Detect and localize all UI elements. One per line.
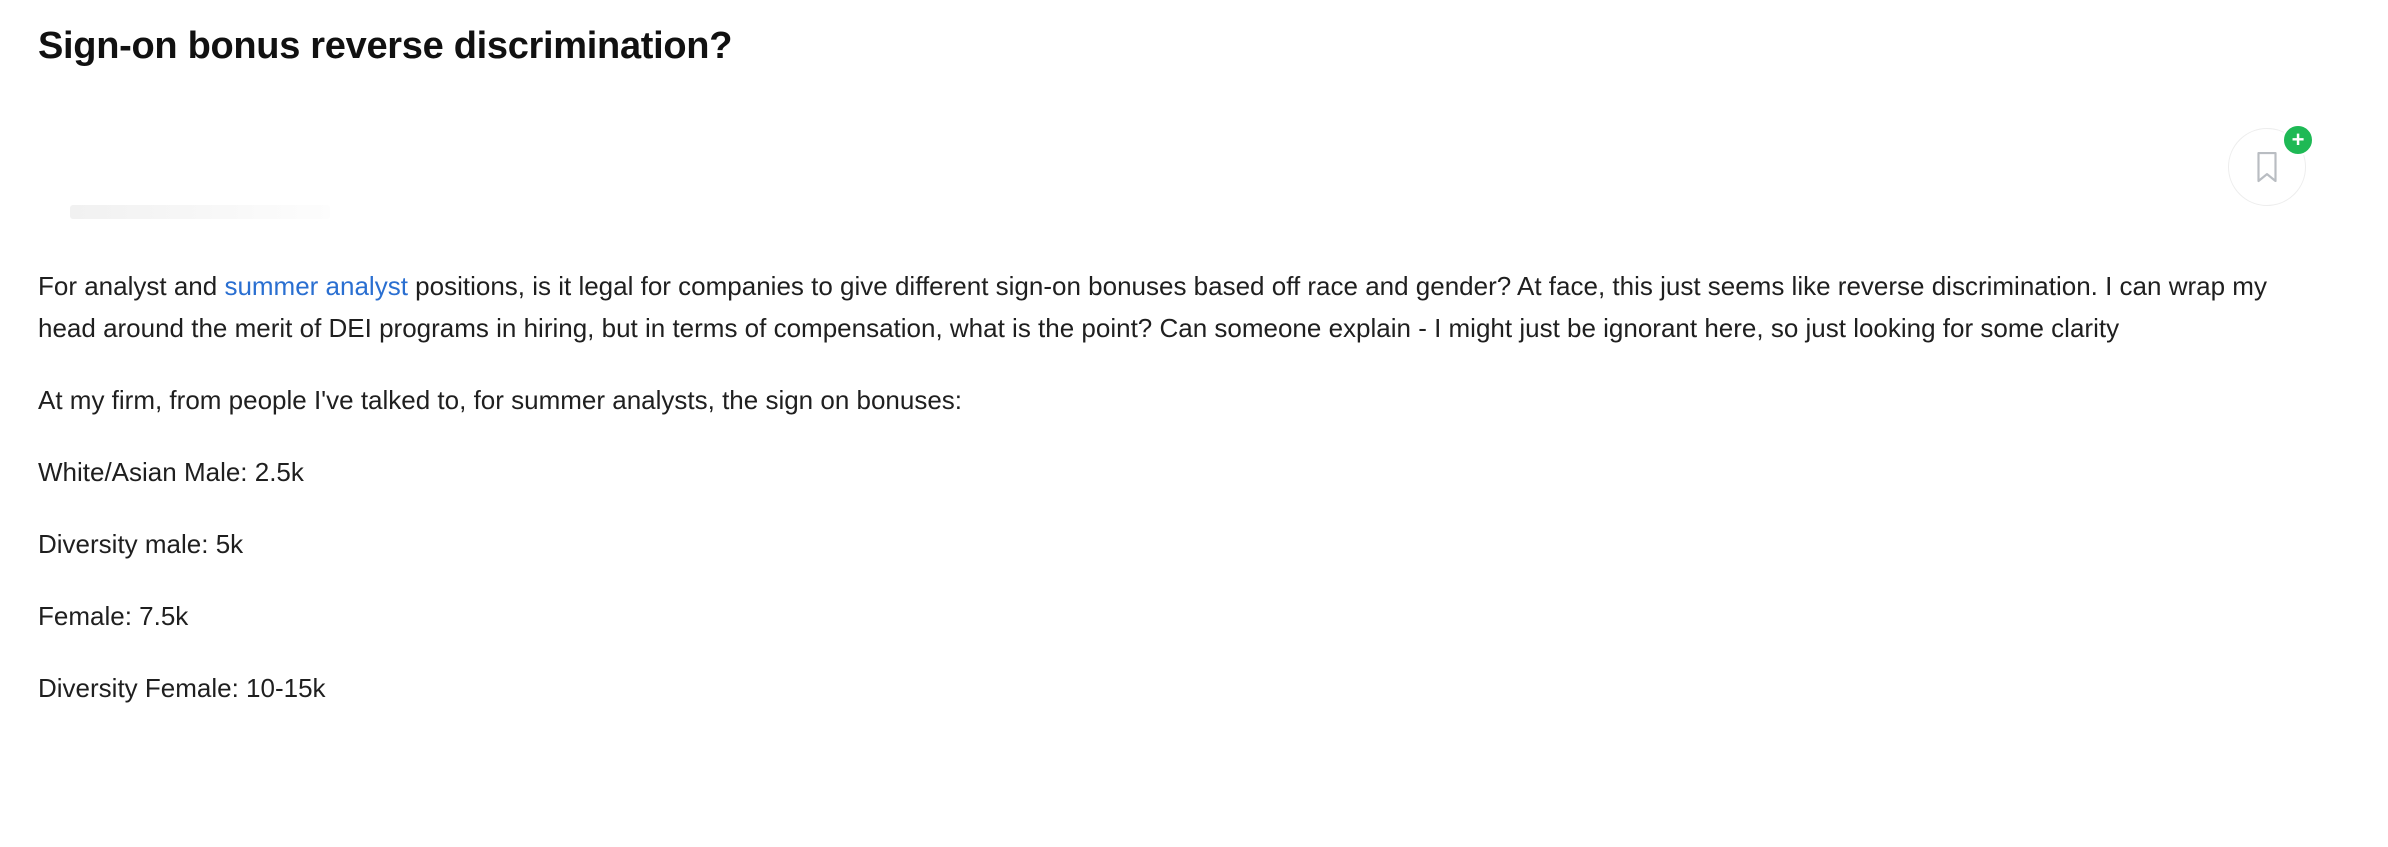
bookmark-control[interactable] <box>2228 128 2308 208</box>
bonus-line-2: Diversity male: 5k <box>38 529 244 559</box>
post-body <box>38 265 2338 739</box>
post-meta-row <box>38 120 2338 200</box>
post-meta-placeholder <box>70 205 330 219</box>
paragraph-1-text-a: For analyst and <box>38 271 225 301</box>
post-paragraph-1 <box>38 265 2308 349</box>
paragraph-1-text-b: positions, is it legal for companies to give different sign-on bonuses based off race and gender? At face, this just seems like reverse discrimination. I can wrap my head around the merit of DEI programs in hiring, but in terms of compensation, what is the point? Can someone explain - I might just be ignorant here, so just looking for some clarity <box>38 271 2267 343</box>
bonus-line-1: White/Asian Male: 2.5k <box>38 457 304 487</box>
bonus-line-3: Female: 7.5k <box>38 601 189 631</box>
bookmark-icon <box>2252 150 2282 184</box>
page-title: Sign-on bonus reverse discrimination? <box>38 25 733 67</box>
summer-analyst-link[interactable]: summer analyst <box>224 271 408 301</box>
add-to-list-badge[interactable]: + <box>2282 124 2314 156</box>
bonus-line-4: Diversity Female: 10-15k <box>38 673 326 703</box>
post-paragraph-2: At my firm, from people I've talked to, for summer analysts, the sign on bonuses: <box>38 385 963 415</box>
